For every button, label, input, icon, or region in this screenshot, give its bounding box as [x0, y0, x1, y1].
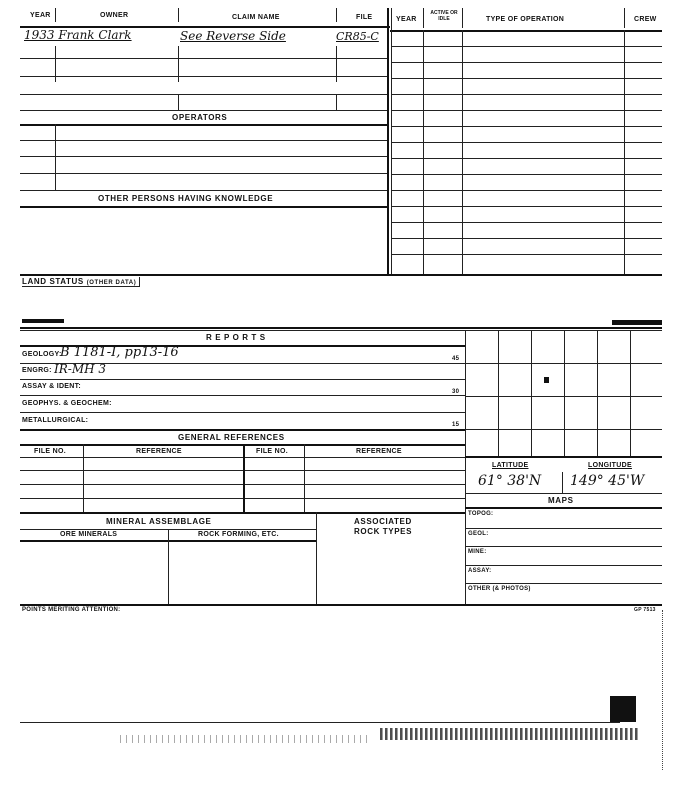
row-rule: [392, 78, 662, 79]
row-rule: [20, 379, 465, 380]
geol-label: GEOL:: [468, 531, 489, 537]
row-rule: [20, 94, 388, 95]
row-rule: [392, 142, 662, 143]
land-status-text: LAND STATUS: [22, 277, 84, 286]
divider: [83, 444, 84, 512]
row-rule: [392, 238, 662, 239]
points-rule: [20, 604, 662, 606]
claim-name-entry: See Reverse Side: [180, 29, 286, 43]
divider: [336, 94, 337, 110]
divider: [243, 444, 245, 512]
geology-label: GEOLOGY:: [22, 351, 62, 358]
divider: [336, 8, 337, 22]
land-status-sub: (OTHER DATA): [86, 280, 137, 286]
reports-top-rule: [20, 327, 662, 329]
divider: [178, 46, 179, 82]
column-number: 45: [452, 356, 460, 362]
row-rule: [392, 94, 662, 95]
associated-heading: ASSOCIATED: [354, 517, 412, 526]
topog-label: TOPOG:: [468, 511, 494, 517]
scan-mark: [22, 319, 64, 323]
row-rule: [465, 546, 662, 547]
header-rule: [390, 30, 662, 32]
active-idle-header: ACTIVE OR IDLE: [430, 10, 458, 22]
scan-edge: [662, 610, 663, 770]
row-rule: [392, 254, 662, 255]
divider: [178, 94, 179, 110]
row-rule: [392, 62, 662, 63]
row-rule: [392, 158, 662, 159]
geology-value: B 1181-I, pp13-16: [60, 345, 179, 360]
grid-line: [630, 330, 631, 456]
row-rule: [20, 206, 388, 208]
row-rule: [20, 512, 465, 514]
points-meriting-attention-label: POINTS MERITING ATTENTION:: [22, 607, 121, 613]
grid-line: [465, 429, 662, 430]
form-number: GP 7513: [634, 607, 656, 613]
reference-header-1: REFERENCE: [136, 448, 182, 455]
longitude-value: 149° 45'W: [570, 473, 645, 489]
row-rule: [465, 583, 662, 584]
divider: [55, 8, 56, 22]
divider: [562, 472, 563, 493]
row-rule: [20, 190, 388, 191]
divider: [624, 8, 625, 28]
file-header: FILE: [356, 14, 373, 21]
mine-label: MINE:: [468, 549, 487, 555]
row-rule: [392, 46, 662, 47]
land-status-label: [22, 277, 140, 287]
file-no-header-2: FILE NO.: [256, 448, 288, 455]
engrg-value: IR-MH 3: [54, 362, 107, 376]
row-rule: [392, 206, 662, 207]
mineral-assemblage-heading: MINERAL ASSEMBLAGE: [106, 517, 212, 526]
scan-noise-band: [380, 728, 640, 740]
row-rule: [392, 222, 662, 223]
grid-line: [597, 330, 598, 456]
latitude-value: 61° 38'N: [478, 473, 542, 489]
row-rule: [20, 110, 388, 111]
owner-entry: 1933 Frank Clark: [24, 28, 132, 42]
section-divider: [387, 8, 389, 274]
type-of-operation-header: TYPE OF OPERATION: [486, 16, 565, 23]
location-mark: [544, 377, 549, 383]
scan-mark: [612, 320, 662, 325]
file-entry: CR85-C: [336, 30, 379, 43]
row-rule: [465, 565, 662, 566]
row-rule: [20, 173, 388, 174]
ore-minerals-header: ORE MINERALS: [60, 531, 118, 538]
general-references-heading: GENERAL REFERENCES: [178, 433, 285, 442]
row-rule: [392, 110, 662, 111]
row-rule: [20, 395, 465, 396]
file-no-header-1: FILE NO.: [34, 448, 66, 455]
reference-header-2: REFERENCE: [356, 448, 402, 455]
section-divider: [465, 330, 466, 604]
year-header: YEAR: [30, 12, 51, 19]
grid-line: [498, 330, 499, 456]
assay-label: ASSAY:: [468, 568, 492, 574]
reports-top-rule: [20, 330, 662, 331]
claim-name-header: CLAIM NAME: [232, 14, 280, 21]
divider: [423, 8, 424, 28]
row-rule: [465, 507, 662, 509]
row-rule: [392, 126, 662, 127]
divider: [336, 46, 337, 82]
row-rule: [465, 528, 662, 529]
divider: [316, 512, 317, 604]
row-rule: [20, 412, 465, 413]
longitude-label: LONGITUDE: [588, 462, 632, 469]
row-rule: [392, 190, 662, 191]
row-rule: [20, 429, 465, 431]
geophys-label: GEOPHYS. & GEOCHEM:: [22, 400, 112, 407]
column-number: 30: [452, 389, 460, 395]
land-status-rule: [20, 274, 662, 276]
grid-line: [465, 396, 662, 397]
divider: [55, 124, 56, 190]
engrg-label: ENGRG:: [22, 367, 52, 374]
divider: [462, 8, 463, 28]
row-rule: [20, 124, 388, 126]
scan-edge: [20, 722, 620, 723]
reports-heading: R E P O R T S: [206, 333, 266, 342]
rock-types-heading: ROCK TYPES: [354, 527, 413, 536]
crew-header: CREW: [634, 16, 657, 23]
grid-bottom-rule: [465, 456, 662, 458]
column-number: 15: [452, 422, 460, 428]
rock-forming-header: ROCK FORMING, ETC.: [198, 531, 279, 538]
row-rule: [465, 493, 662, 494]
divider: [55, 46, 56, 82]
row-rule: [20, 76, 388, 77]
divider: [304, 444, 305, 512]
grid-line: [465, 363, 662, 364]
operators-heading: OPERATORS: [172, 113, 228, 122]
divider: [168, 529, 169, 604]
row-rule: [20, 156, 388, 157]
year2-header: YEAR: [396, 16, 417, 23]
section-divider: [391, 8, 392, 274]
grid-line: [531, 330, 532, 456]
other-persons-heading: OTHER PERSONS HAVING KNOWLEDGE: [98, 194, 274, 203]
row-rule: [392, 174, 662, 175]
metallurgical-label: METALLURGICAL:: [22, 417, 89, 424]
row-rule: [20, 140, 388, 141]
grid-line: [564, 330, 565, 456]
maps-heading: MAPS: [548, 496, 574, 505]
other-photos-label: OTHER (& PHOTOS): [468, 586, 531, 592]
scan-noise-band: [120, 735, 370, 743]
scan-block: [610, 696, 636, 722]
latitude-label: LATITUDE: [492, 462, 529, 469]
divider: [178, 8, 179, 22]
assay-ident-label: ASSAY & IDENT:: [22, 383, 82, 390]
row-rule: [20, 58, 388, 59]
owner-header: OWNER: [100, 12, 129, 19]
